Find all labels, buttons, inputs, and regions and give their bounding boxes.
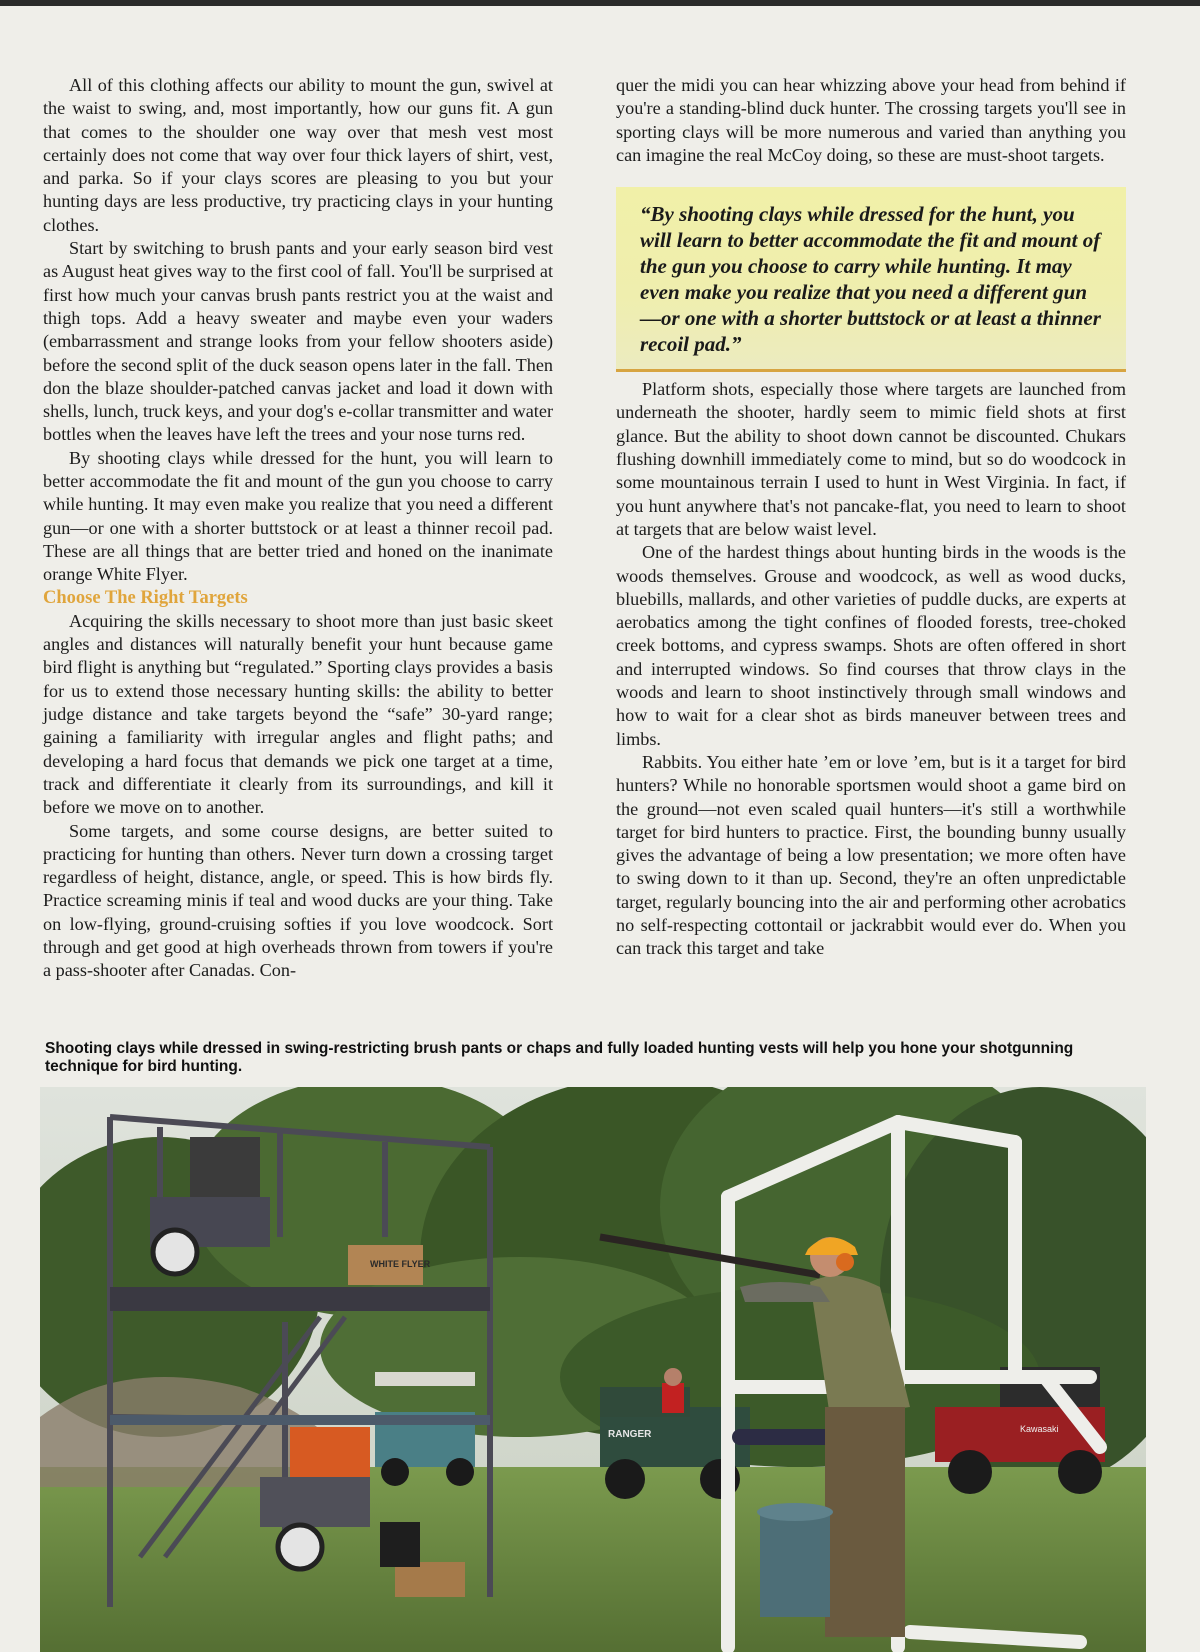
paragraph: Some targets, and some course designs, are better suited to practicing for hunting than others. Never turn down a crossing target regardless of height, distance, angle, or speed. This is how birds fly. Practice screaming minis if teal and wood ducks are your thing. Take on low-flying, ground-cruising softies if you love woodcock. Sort through and get good at high overheads thrown from towers if you're a pass-shooter after Canadas. Con- xyxy=(43,820,553,981)
paragraph: All of this clothing affects our ability to mount the gun, swivel at the waist to swing, and, most importantly, how our guns fit. A gun that comes to the shoulder one way over that mesh vest most certainly does not come that way over four thick layers of shirt, vest, and parka. So if your clays scores are pleasing to you but your hunting days are less productive, try practicing clays in your hunting clothes. xyxy=(43,75,553,235)
photo-shooting-range xyxy=(40,1087,1146,1652)
left-column xyxy=(43,74,553,983)
paragraph: By shooting clays while dressed for the hunt, you will learn to better accommodate the fit and mount of the gun you choose to carry while hunting. It may even make you realize that you need a different gun—or one with a shorter buttstock or at least a thinner recoil pad. These are all things that are better tried and honed on the inanimate orange White Flyer. xyxy=(43,447,553,585)
photo-caption: Shooting clays while dressed in swing-restricting brush pants or chaps and fully loaded hunting vests will help you hone your shotgunning technique for bird hunting. xyxy=(45,1040,1074,1075)
paragraph: Platform shots, especially those where targets are launched from underneath the shooter, hardly seem to mimic field shots at first glance. But the ability to shoot down cannot be discounted. Chukars flushing downhill immediately come to mind, but so do woodcock in some mountainous terrain I used to hunt in West Virginia. In fact, if you hunt anywhere that's not pancake-flat, you need to learn to shoot at targets that are below waist level. xyxy=(616,379,1126,539)
vehicle-label: RANGER xyxy=(608,1429,652,1440)
pull-quote: “By shooting clays while dressed for the hunt, you will learn to better accommodate the fit and mount of the gun you choose to carry while hunting. It may even make you realize that you need a different gun—or one with a shorter buttstock or at least a thinner recoil pad.” xyxy=(616,187,1126,372)
top-rule xyxy=(0,0,1200,6)
box-label: WHITE FLYER xyxy=(370,1259,431,1269)
paragraph: Rabbits. You either hate ’em or love ’em, but is it a target for bird hunters? While no honorable sportsmen would shoot a game bird on the ground—not even scaled quail hunters—it's still a worthwhile target for bird hunters to practice. First, the bounding bunny usually gives the advantage of being a low presentation; we more often have to swing down to it than up. Second, they're an often unpredictable target, regularly bouncing into the air and performing other acrobatics no self-respecting cottontail or jackrabbit would ever do. When you can track this target and take xyxy=(616,751,1126,959)
target-box xyxy=(348,1245,431,1285)
paragraph-continued: quer the midi you can hear whizzing above your head from behind if you're a standing-blind duck hunter. The crossing targets you'll see in sporting clays will be more numerous and varied than anything you can imagine the real McCoy doing, so these are must-shoot targets. xyxy=(616,75,1126,165)
trash-can xyxy=(757,1503,833,1617)
paragraph: One of the hardest things about hunting birds in the woods is the woods themselves. Grouse and woodcock, as well as wood ducks, bluebills, mallards, and other varieties of puddle ducks, are experts at aerobatics among the tight confines of flooded forests, tree-choked creek bottoms, and cypress swamps. Shots are often offered in short and interrupted windows. So find courses that throw clays in the woods and learn to shoot instinctively through small windows and how to wait for a clear shot as birds maneuver between trees and limbs. xyxy=(616,542,1126,749)
right-column xyxy=(616,74,1126,961)
vehicle-label: Kawasaki xyxy=(1020,1424,1059,1434)
section-subhead: Choose The Right Targets xyxy=(43,587,248,608)
paragraph: Acquiring the skills necessary to shoot more than just basic skeet angles and distances will naturally benefit your hunt because game bird flight is anything but “regulated.” Sporting clays provides a basis for us to extend those necessary hunting skills: the ability to better judge distance and take targets beyond the “safe” 30-yard range; gaining a familiarity with irregular angles and flight paths; and developing a hard focus that demands we pick one target at a time, track and differentiate it clearly from its surroundings, and kill it before we move on to another. xyxy=(43,610,553,818)
paragraph: Start by switching to brush pants and your early season bird vest as August heat gives way to the first cool of fall. You'll be surprised at first how much your canvas brush pants restrict you at the waist and thigh tops. Add a heavy sweater and maybe even your waders (embarrassment and strange looks from your fellow shooters aside) before the second split of the duck season opens later in the fall. Then don the blaze shoulder-patched canvas jacket and load it down with shells, lunch, truck keys, and your dog's e-collar transmitter and water bottles when the leaves have left the trees and your nose turns red. xyxy=(43,238,553,445)
